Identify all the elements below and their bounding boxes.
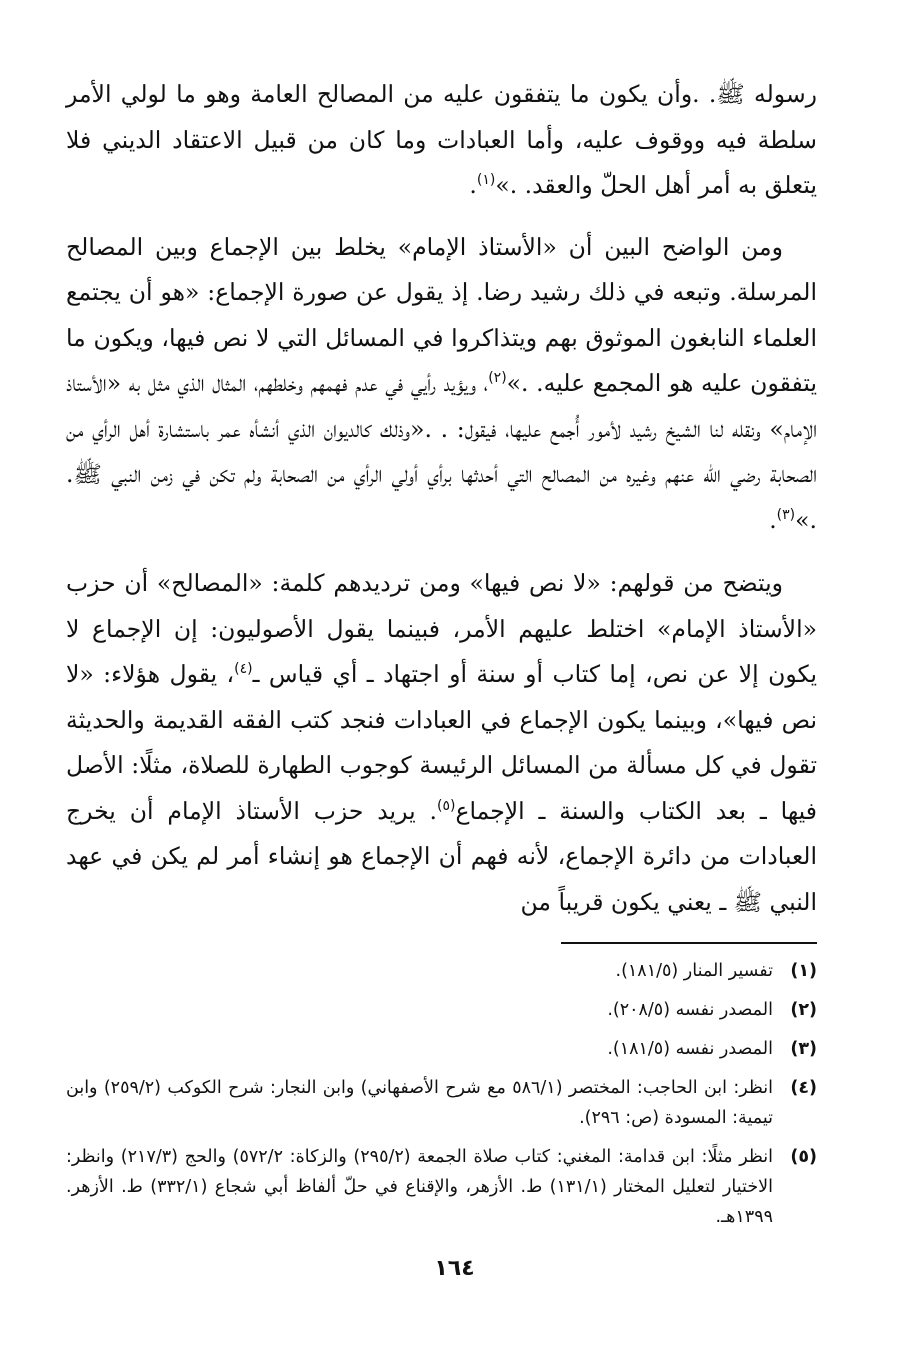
footnote-text: انظر: ابن الحاجب: المختصر (٥٨٦/١ مع شرح الأصفهاني) وابن النجار: شرح الكوكب (٢٥٩/٢) وابن تيمية: المسودة (ص: ٢٩٦). bbox=[66, 1078, 773, 1128]
paragraph bbox=[66, 72, 817, 209]
footnote-number: (٥) bbox=[790, 1147, 817, 1167]
footnote bbox=[66, 1073, 817, 1133]
footnote-ref[interactable]: (١) bbox=[476, 172, 496, 189]
footnote-text: انظر مثلًا: ابن قدامة: المغني: كتاب صلاة الجمعة (٢٩٥/٢) والزكاة: ٥٧٢/٢) والحج (٢١٧/٣) وانظر: الاختيار لتعليل المختار (١٣١/١) ط. الأزهر، والإقناع في حلّ ألفاظ أبي شجاع (٣٣٢/١) ط. الأزهر. ١٣٩٩هـ. bbox=[66, 1147, 774, 1227]
footnotes bbox=[66, 956, 817, 1241]
footnote-ref[interactable]: (٢) bbox=[488, 370, 507, 387]
footnote-text: المصدر نفسه (٢٠٨/٥). bbox=[607, 1000, 773, 1020]
footnote-number: (٢) bbox=[790, 1000, 817, 1020]
footnote-number: (٣) bbox=[790, 1039, 817, 1059]
footnote bbox=[66, 956, 817, 986]
paragraph-text: . يريد حزب الأستاذ الإمام أن يخرج العبادات من دائرة الإجماع، لأنه فهم أن الإجماع هو إنشاء أمر لم يكن في عهد النبي ﷺ ـ يعني يكون قريباً من bbox=[66, 796, 817, 916]
paragraph bbox=[66, 561, 817, 925]
paragraph-text: ، يقول هؤلاء: «لا نص فيها»، وبينما يكون الإجماع في العبادات فنجد كتب الفقه القديمة والحديثة تقول في كل مسألة من المسائل الرئيسة كوجوب الطهارة للصلاة، مثلًا: الأصل فيها ـ بعد الكتاب والسنة ـ الإجماع bbox=[66, 660, 817, 825]
paragraph-text: . bbox=[769, 505, 777, 534]
footnote-ref[interactable]: (٥) bbox=[436, 797, 456, 814]
footnote-text: تفسير المنار (١٨١/٥). bbox=[615, 961, 773, 981]
footnote-separator bbox=[561, 942, 817, 944]
footnote-ref[interactable]: (٤) bbox=[234, 661, 253, 678]
page-number: ١٦٤ bbox=[434, 1256, 475, 1281]
paragraph-text: ويتضح من قولهم: «لا نص فيها» ومن ترديدهم كلمة: «المصالح» أن حزب «الأستاذ الإمام» اختلط عليهم الأمر، فبينما يقول الأصوليون: إن الإجماع لا يكون إلا عن نص، إما كتاب أو سنة أو اجتهاد ـ أي قياس ـ bbox=[66, 569, 817, 688]
paragraph-text: ومن الواضح البين أن «الأستاذ الإمام» يخلط بين الإجماع وبين المصالح المرسلة. وتبعه في ذلك رشيد رضا. إذ يقول عن صورة الإجماع: «هو أن يجتمع العلماء النابغون الموثوق بهم ويتذاكروا في المسائل التي لا نص فيها، ويكون ما يتفقون عليه هو المجمع عليه. .» bbox=[66, 232, 817, 397]
footnote-number: (١) bbox=[790, 961, 817, 981]
footnote bbox=[66, 1034, 817, 1064]
paragraph-text: رسوله ﷺ. .وأن يكون ما يتفقون عليه من المصالح العامة وهو ما لولي الأمر سلطة فيه ووقوف عليه، وأما العبادات وما كان من قبيل الاعتقاد الديني فلا يتعلق به أمر أهل الحلّ والعقد. .» bbox=[66, 80, 817, 199]
paragraph-text: ، ويؤيد رأيي في عدم فهمهم وخلطهم، المثال الذي مثل به «الأستاذ الإمام» ونقله لنا الشيخ رشيد لأمور أُجمع عليها، فيقول: . .«وذلك كالديوان الذي أنشأه عمر باستشارة أهل الرأي من الصحابة رضي الله عنهم وغيره من المصالح التي أحدثها برأي أولي الرأي من الصحابة ولم تكن في زمن النبي ﷺ. .» bbox=[66, 369, 817, 534]
paragraph-text: . bbox=[469, 171, 477, 199]
footnote bbox=[66, 1142, 817, 1232]
footnote bbox=[66, 995, 817, 1025]
footnote-number: (٤) bbox=[790, 1078, 817, 1098]
footnote-ref[interactable]: (٣) bbox=[776, 506, 796, 523]
footnote-text: المصدر نفسه (١٨١/٥). bbox=[607, 1039, 773, 1059]
paragraph bbox=[66, 225, 817, 544]
